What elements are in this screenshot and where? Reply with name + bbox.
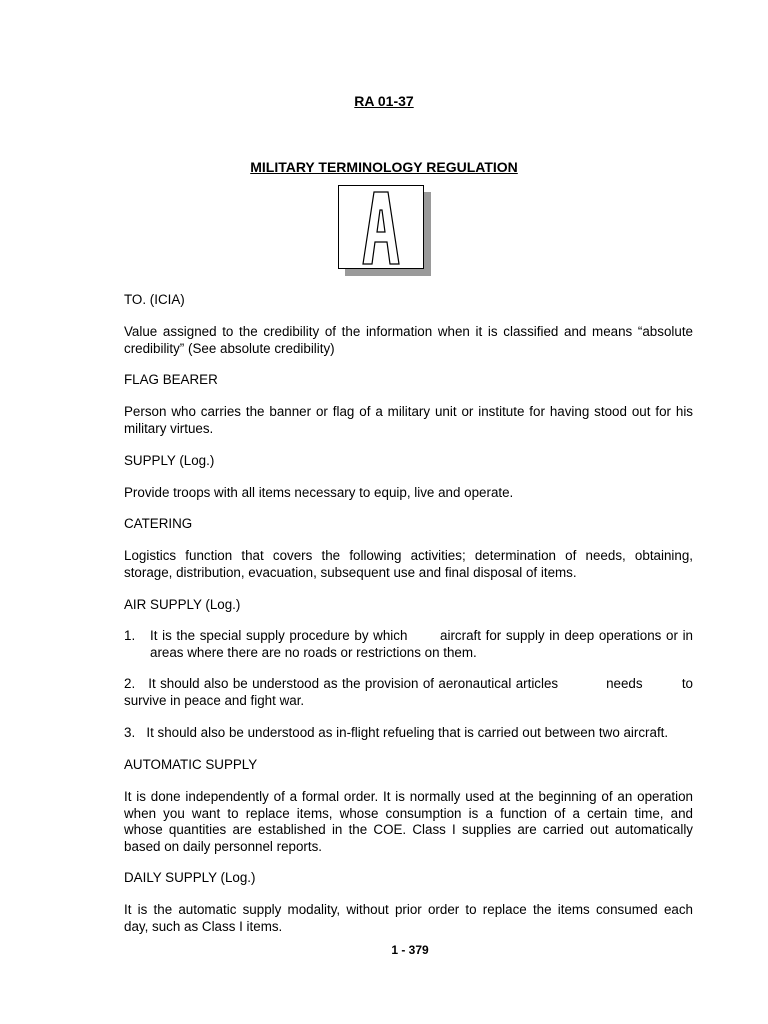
section-letter-glyph (339, 186, 423, 268)
definition-line: whose quantities are established in the COE. Class I supplies are carried out automatically (124, 822, 693, 837)
list-item-line (124, 725, 693, 742)
definition (124, 902, 693, 935)
list-number: 1. (124, 628, 136, 643)
term-heading: AUTOMATIC SUPPLY (124, 757, 258, 772)
list-item (124, 725, 693, 742)
term-heading: CATERING (124, 516, 193, 531)
definition-line: military virtues. (124, 420, 214, 436)
definition (124, 789, 693, 855)
term-heading: TO. (ICIA) (124, 292, 185, 307)
definition-line: credibility” (See absolute credibility) (124, 340, 335, 356)
definition-line: Value assigned to the credibility of the information when it is classified and means “absolute (124, 324, 693, 339)
list-item-text: It should also be understood as the provision of aeronautical articles needs to (148, 676, 693, 691)
list-item-text: It should also be understood as in-flight refueling that is carried out between two aircraft. (146, 725, 669, 740)
term-heading: AIR SUPPLY (Log.) (124, 597, 241, 612)
term-heading: SUPPLY (Log.) (124, 453, 215, 468)
list-number: 3. (124, 725, 136, 740)
list-item (124, 676, 693, 709)
list-number: 2. (124, 676, 136, 691)
list-item (150, 628, 693, 661)
definition-line: based on daily personnel reports. (124, 838, 323, 854)
definition (124, 404, 693, 437)
term-heading: DAILY SUPPLY (Log.) (124, 870, 256, 885)
list-item-line (124, 676, 693, 693)
definition (124, 485, 693, 502)
section-letter-badge (338, 185, 424, 269)
document-title: MILITARY TERMINOLOGY REGULATION (250, 159, 518, 175)
definition (124, 548, 693, 581)
list-item-line: areas where there are no roads or restrictions on them. (150, 644, 477, 660)
document-code: RA 01-37 (354, 93, 414, 109)
definition (124, 324, 693, 357)
definition-line: Provide troops with all items necessary to equip, live and operate. (124, 485, 514, 500)
definition-line: It is the automatic supply modality, without prior order to replace the items consumed each (124, 902, 693, 917)
list-item-line: survive in peace and fight war. (124, 692, 305, 708)
term-heading: FLAG BEARER (124, 372, 218, 387)
definition-line: day, such as Class I items. (124, 918, 283, 934)
definition-line: Logistics function that covers the following activities; determination of needs, obtaining, (124, 548, 693, 563)
definition-line: It is done independently of a formal order. It is normally used at the beginning of an operation (124, 789, 693, 804)
definition-line: when you want to replace items, whose consumption is a function of a certain time, and (124, 805, 693, 821)
definition-line: storage, distribution, evacuation, subsequent use and final disposal of items. (124, 564, 577, 580)
page-number: 1 - 379 (391, 943, 429, 957)
definition-line: Person who carries the banner or flag of a military unit or institute for having stood out for his (124, 404, 693, 419)
list-item-line: It is the special supply procedure by which aircraft for supply in deep operations or in (150, 628, 693, 643)
